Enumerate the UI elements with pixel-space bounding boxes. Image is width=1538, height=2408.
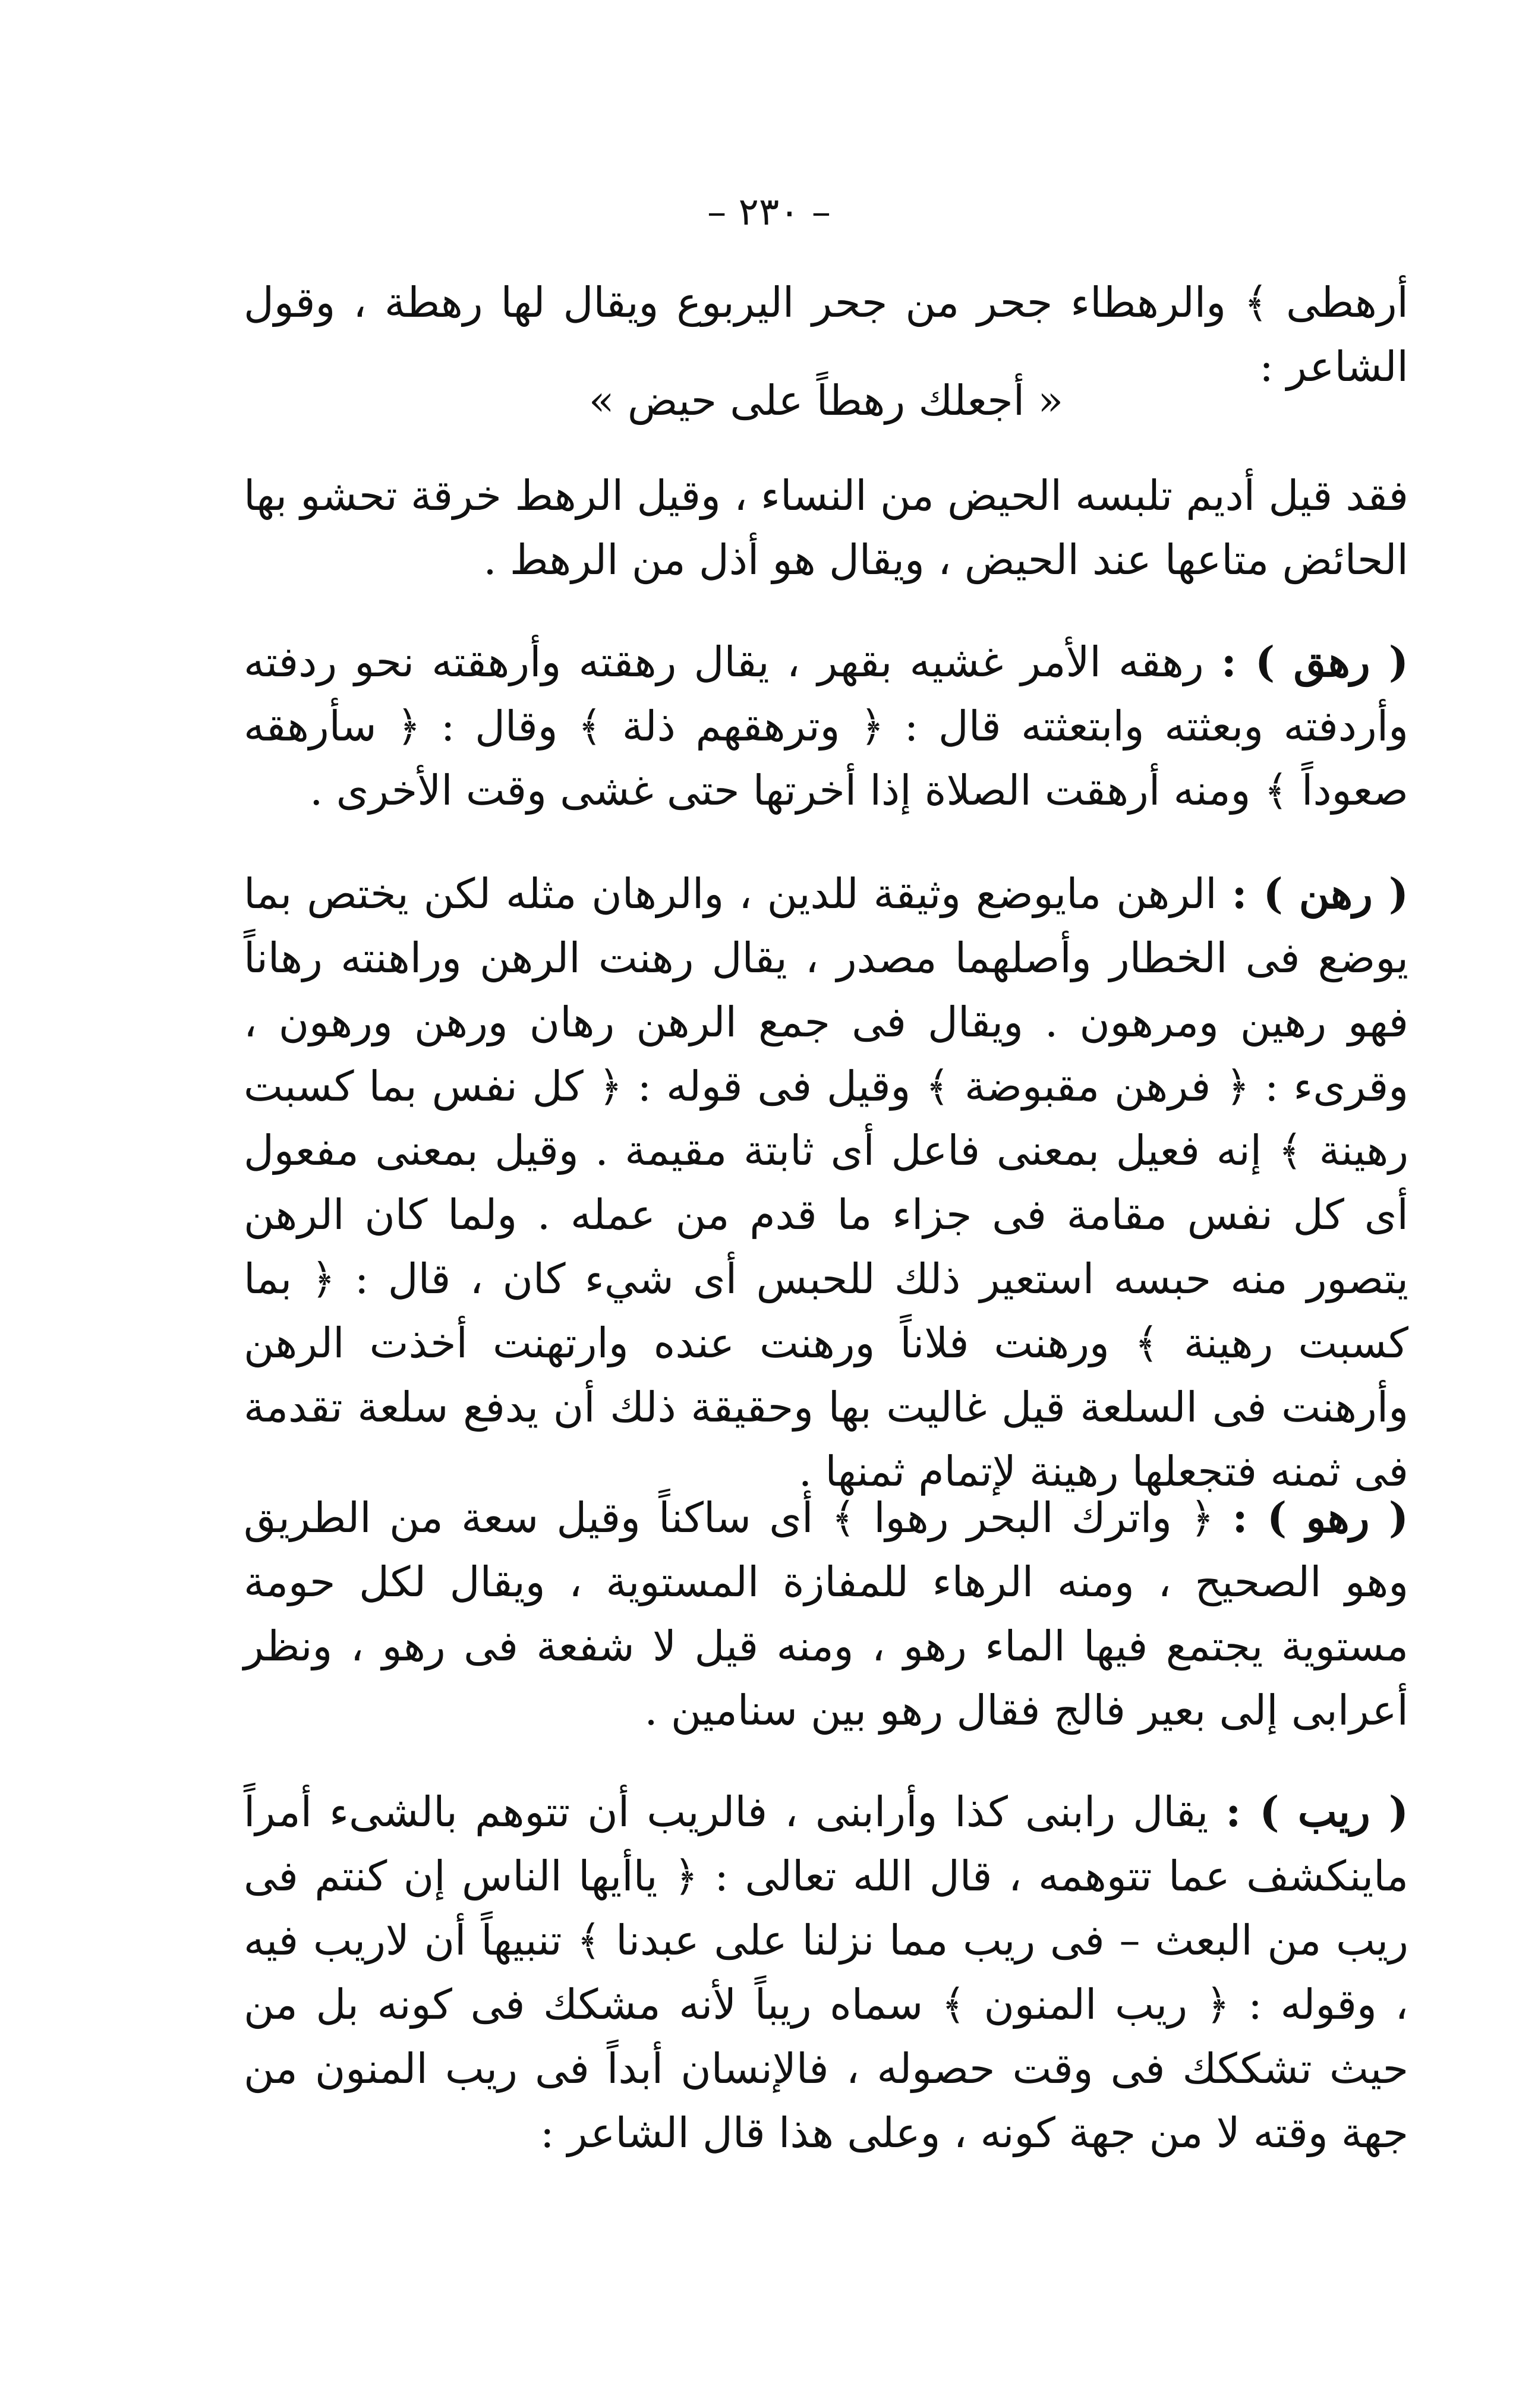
entry-rayb xyxy=(244,1780,1408,2165)
entry-text: يقال رابنى كذا وأرابنى ، فالريب أن تتوهم بالشىء أمراً ماينكشف عما تتوهمه ، قال الله تعالى : ﴿ ياأيها الناس إن كنتم فى ريب من البعث – فى ريب مما نزلنا على عبدنا ﴾ تنبيهاً أن لاريب فيه ، وقوله : ﴿ ريب المنون ﴾ سماه ريباً لأنه مشكك فى كونه بل من حيث تشككك فى وقت حصوله ، فالإنسان أبداً فى ريب المنون من جهة وقته لا من جهة كونه ، وعلى هذا قال الشاعر : xyxy=(244,1788,1408,2157)
paragraph xyxy=(244,464,1408,592)
page-number: – ٢٣٠ – xyxy=(707,190,831,234)
entry-heading: ( رهق ) : xyxy=(1221,637,1408,686)
entry-rahana xyxy=(244,862,1408,1504)
paragraph-text: فقد قيل أديم تلبسه الحيض من النساء ، وقيل الرهط خرقة تحشو بها الحائض متاعها عند الحيض ، ويقال هو أذل من الرهط . xyxy=(244,471,1408,584)
verse-text: « أجعلك رهطاً على حيض » xyxy=(588,376,1064,425)
entry-heading: ( رهو ) : xyxy=(1232,1493,1408,1542)
paragraph-text: أرهطى ﴾ والرهطاء جحر من جحر اليربوع ويقال لها رهطة ، وقول الشاعر : xyxy=(244,278,1408,391)
entry-text: ﴿ واترك البحر رهوا ﴾ أى ساكناً وقيل سعة من الطريق وهو الصحيح ، ومنه الرهاء للمفازة المستوية ، ويقال لكل حومة مستوية يجتمع فيها الماء رهو ، ومنه قيل لا شفعة فى رهو ، ونظر أعرابى إلى بعير فالج فقال رهو بين سنامين . xyxy=(244,1493,1408,1735)
verse-line xyxy=(244,368,1408,433)
entry-text: رهقه الأمر غشيه بقهر ، يقال رهقته وأرهقته نحو ردفته وأردفته وبعثته وابتعثته قال : ﴿ وترهقهم ذلة ﴾ وقال : ﴿ سأرهقه صعوداً ﴾ ومنه أرهقت الصلاة إذا أخرتها حتى غشى وقت الأخرى . xyxy=(244,638,1408,815)
entry-heading: ( ريب ) : xyxy=(1225,1787,1409,1836)
entry-rahw xyxy=(244,1486,1408,1742)
entry-rahaqa xyxy=(244,630,1408,822)
entry-heading: ( رهن ) : xyxy=(1231,869,1408,918)
entry-text: الرهن مايوضع وثيقة للدين ، والرهان مثله لكن يختص بما يوضع فى الخطار وأصلهما مصدر ، يقال رهنت الرهن وراهنته رهاناً فهو رهين ومرهون . ويقال فى جمع الرهن رهان ورهن ورهون ، وقرىء : ﴿ فرهن مقبوضة ﴾ وقيل فى قوله : ﴿ كل نفس بما كسبت رهينة ﴾ إنه فعيل بمعنى فاعل أى ثابتة مقيمة . وقيل بمعنى مفعول أى كل نفس مقامة فى جزاء ما قدم من عمله . ولما كان الرهن يتصور منه حبسه استعير ذلك للحبس أى شيء كان ، قال : ﴿ بما كسبت رهينة ﴾ ورهنت فلاناً ورهنت عنده وارتهنت أخذت الرهن وأرهنت فى السلعة قيل غاليت بها وحقيقة ذلك أن يدفع سلعة تقدمة فى ثمنه فتجعلها رهينة لإتمام ثمنها . xyxy=(244,869,1408,1496)
